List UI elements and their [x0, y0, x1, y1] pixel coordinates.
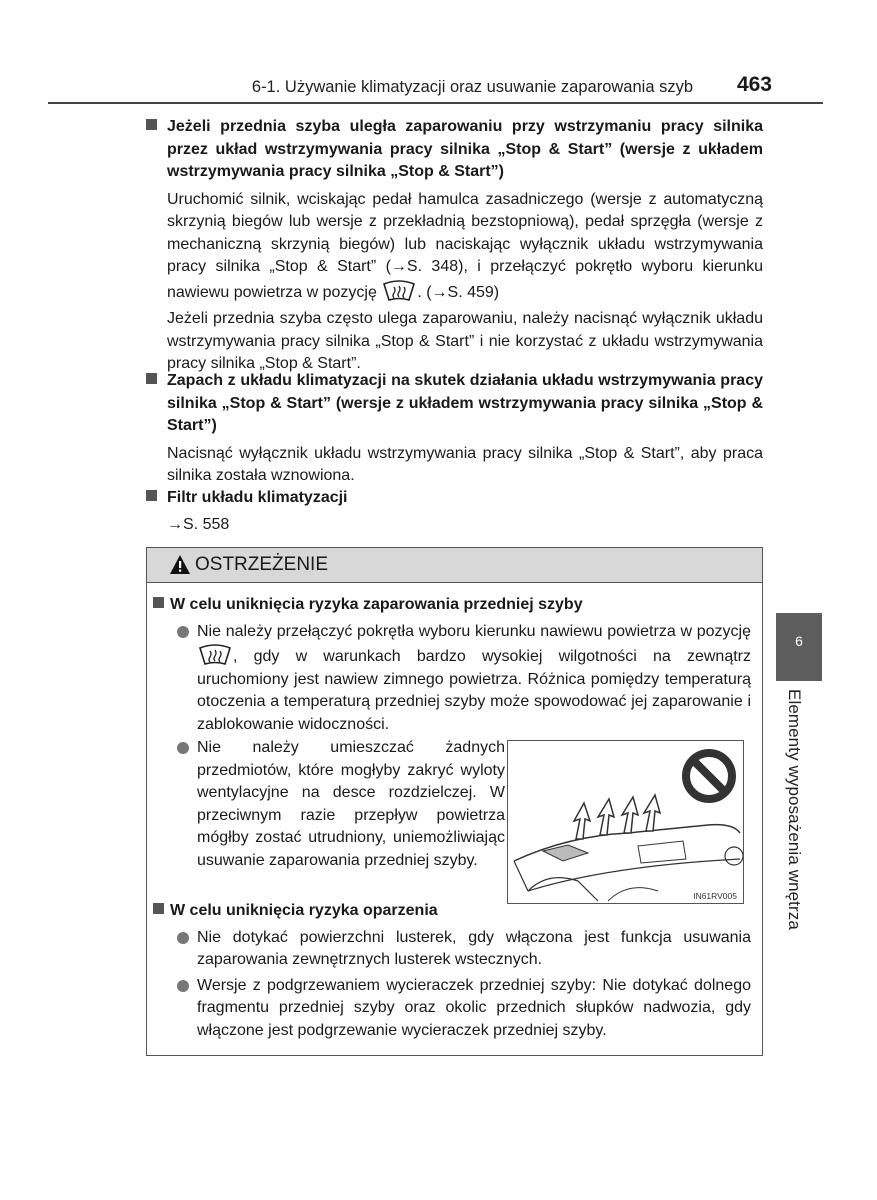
bullet-item: Nie należy przełączyć pokrętła wyboru kierunku nawiewu powietrza w pozycję , gdy w warunkach bardzo wysokiej wilgotności na zewnątrz uruchomiony jest nawiew zimnego powietrza. Różnica pomiędzy temperaturą otoczenia a temperaturą przedniej szyby może spowodować jej zaparowanie i zablokowanie widoczności.: [153, 621, 751, 737]
square-bullet-icon: [153, 597, 164, 608]
warning-title: OSTRZEŻENIE: [195, 554, 329, 575]
section-heading: Filtr układu klimatyzacji: [146, 487, 763, 510]
warning-section-burns: [153, 900, 751, 1042]
section-ac-filter: [146, 487, 763, 536]
square-bullet-icon: [146, 490, 157, 501]
warning-section-fogging: [153, 594, 751, 736]
section-fogged-windshield: [146, 116, 763, 376]
page-header: [48, 72, 823, 104]
square-bullet-icon: [153, 903, 164, 914]
warning-subheading: W celu uniknięcia ryzyka zaparowania przedniej szyby: [153, 594, 751, 617]
page-number: 463: [736, 73, 772, 96]
round-bullet-icon: [177, 626, 189, 638]
warning-bullet-vents: [153, 737, 505, 872]
dashboard-vents-drawing: [508, 741, 743, 903]
section-heading: Zapach z układu klimatyzacji na skutek działania układu wstrzymywania pracy silnika „Stop & Start” (wersje z układem wstrzymywania pracy silnika „Stop & Start”): [146, 370, 763, 438]
page-reference: →S. 558: [167, 515, 230, 533]
round-bullet-icon: [177, 742, 189, 754]
warning-header: [147, 548, 762, 583]
square-bullet-icon: [146, 373, 157, 384]
chapter-number: 6: [795, 633, 803, 649]
chapter-label: Elementy wyposażenia wnętrza: [785, 689, 804, 930]
bullet-item: Wersje z podgrzewaniem wycieraczek przedniej szyby: Nie dotykać dolnego fragmentu przedniej szyby oraz okolic przednich słupków nadwozia, gdy włączone jest podgrzewanie wycieraczek przedniej szyby.: [153, 975, 751, 1043]
square-bullet-icon: [146, 119, 157, 130]
section-title: 6-1. Używanie klimatyzacji oraz usuwanie zaparowania szyb: [251, 78, 693, 96]
paragraph: Nacisnąć wyłącznik układu wstrzymywania pracy silnika „Stop & Start”, aby praca silnika została wznowiona.: [167, 444, 763, 484]
bullet-item: Nie dotykać powierzchni lusterek, gdy włączona jest funkcja usuwania zaparowania zewnętrznych lusterek wstecznych.: [153, 927, 751, 972]
section-ac-smell: [146, 370, 763, 488]
windshield-defroster-icon: [198, 643, 232, 667]
dashboard-illustration: [507, 740, 744, 904]
bullet-item: Nie należy umieszczać żadnych przedmiotów, które mogłyby zakryć wyloty wentylacyjne na desce rozdzielczej. W przeciwnym razie przepływ powietrza mógłby zostać utrudniony, uniemożliwiając usuwanie zaparowania przedniej szyby.: [153, 737, 505, 872]
round-bullet-icon: [177, 980, 189, 992]
prohibition-icon: [686, 753, 732, 799]
round-bullet-icon: [177, 932, 189, 944]
section-heading: Jeżeli przednia szyba uległa zaparowaniu przy wstrzymaniu pracy silnika przez układ wstrzymywania pracy silnika „Stop & Start” (wersje z układem wstrzymywania pracy silnika „Stop & Start”): [146, 116, 763, 184]
warning-triangle-icon: [169, 554, 191, 575]
warning-subheading: W celu uniknięcia ryzyka oparzenia: [153, 900, 751, 923]
paragraph: Jeżeli przednia szyba często ulega zaparowaniu, należy nacisnąć wyłącznik układu wstrzymywania pracy silnika „Stop & Start” i nie korzystać z układu wstrzymywania pracy silnika „Stop & Start”.: [167, 310, 763, 372]
figure-caption: IN61RV005: [693, 891, 737, 901]
chapter-tab: [776, 613, 822, 681]
paragraph: Uruchomić silnik, wciskając pedał hamulca zasadniczego (wersje z automatyczną skrzynią biegów lub wersje z przekładnią bezstopniową), pedał sprzęgła (wersje z mechaniczną skrzynią biegów) lub naciskając wyłącznik układu wstrzymywania pracy silnika „Stop & Start” (→S. 348), i przełączyć pokrętło wyboru kierunku nawiewu powietrza w pozycję . (→S. 459): [167, 190, 763, 301]
windshield-defroster-icon: [382, 279, 416, 303]
